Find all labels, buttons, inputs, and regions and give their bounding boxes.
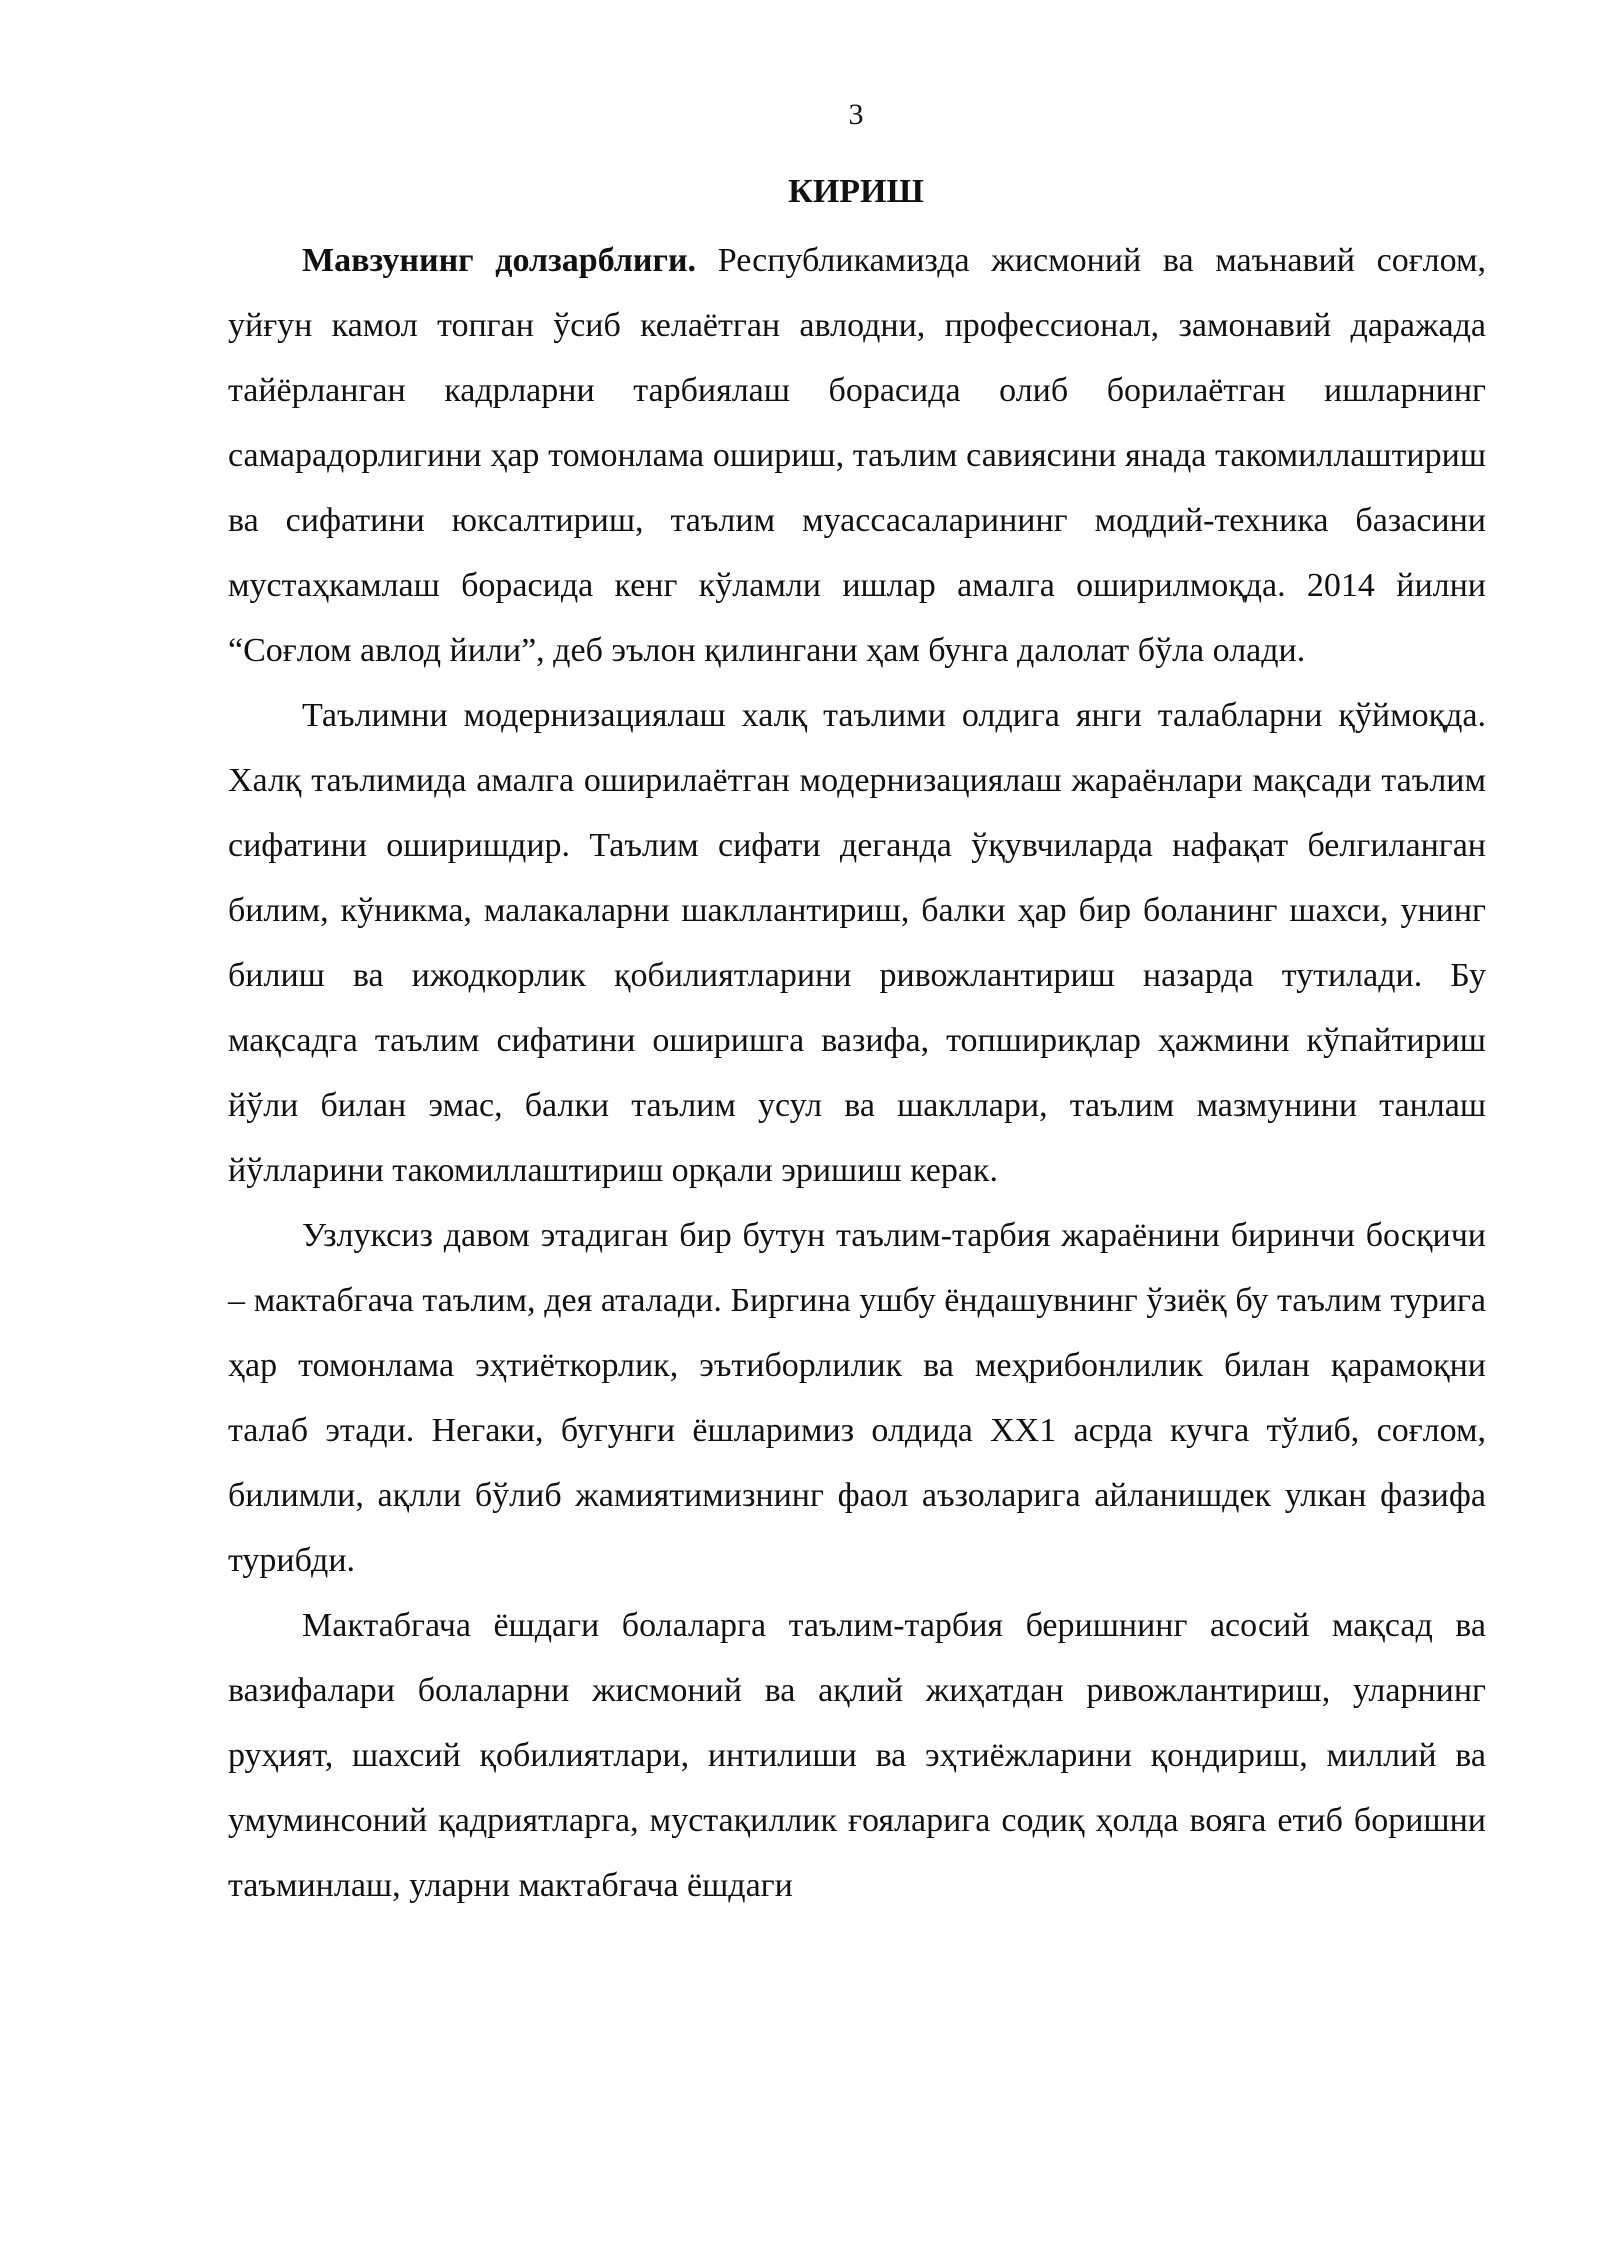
paragraph-continuous-education: Узлуксиз давом этадиган бир бутун таълим-тарбия жараёнини биринчи босқичи – мактабгача таълим, дея аталади. Биргина ушбу ёндашувнинг ўзиёқ бу таълим турига ҳар томонлама эҳтиёткорлик, эътиборлилик ва меҳрибонлилик билан қарамоқни талаб этади. Негаки, бугунги ёшларимиз олдида ХХ1 асрда кучга тўлиб, соғлом, билимли, ақлли бўлиб жамиятимизнинг фаол аъзоларига айланишдек улкан фазифа турибди. xyxy=(228,1217,1486,1579)
body-text xyxy=(228,228,1486,1918)
paragraph-relevance xyxy=(228,228,1486,683)
page-number: 3 xyxy=(848,98,864,131)
section-title: КИРИШ xyxy=(788,173,924,210)
paragraph-preschool-goals: Мактабгача ёшдаги болаларга таълим-тарбия беришнинг асосий мақсад ва вазифалари болаларни жисмоний ва ақлий жиҳатдан ривожлантириш, уларнинг руҳият, шахсий қобилиятлари, интилиши ва эҳтиёжларини қондириш, миллий ва умуминсоний қадриятларга, мустақиллик ғояларига содиқ ҳолда вояга етиб боришни таъминлаш, уларни мактабгача ёшдаги xyxy=(228,1607,1486,1904)
paragraph-text: Республикамизда жисмоний ва маънавий соғлом, уйғун камол топган ўсиб келаётган авлодни, профессионал, замонавий даражада тайёрланган кадрларни тарбиялаш борасида олиб борилаётган ишларнинг самарадорлигини ҳар томонлама ошириш, таълим савиясини янада такомиллаштириш ва сифатини юксалтириш, таълим муассасаларининг моддий-техника базасини мустаҳкамлаш борасида кенг кўламли ишлар амалга оширилмоқда. 2014 йилни “Соғлом авлод йили”, деб эълон қилингани ҳам бунга далолат бўла олади. xyxy=(228,242,1486,669)
paragraph-lead: Мавзунинг долзарблиги. xyxy=(302,242,697,279)
paragraph-modernization: Таълимни модернизациялаш халқ таълими олдига янги талабларни қўймоқда. Халқ таълимида амалга оширилаётган модернизациялаш жараёнлари мақсади таълим сифатини оширишдир. Таълим сифати деганда ўқувчиларда нафақат белгиланган билим, кўникма, малакаларни шакллантириш, балки ҳар бир боланинг шахси, унинг билиш ва ижодкорлик қобилиятларини ривожлантириш назарда тутилади. Бу мақсадга таълим сифатини оширишга вазифа, топшириқлар ҳажмини кўпайтириш йўли билан эмас, балки таълим усул ва шакллари, таълим мазмунини танлаш йўлларини такомиллаштириш орқали эришиш керак. xyxy=(228,697,1486,1189)
